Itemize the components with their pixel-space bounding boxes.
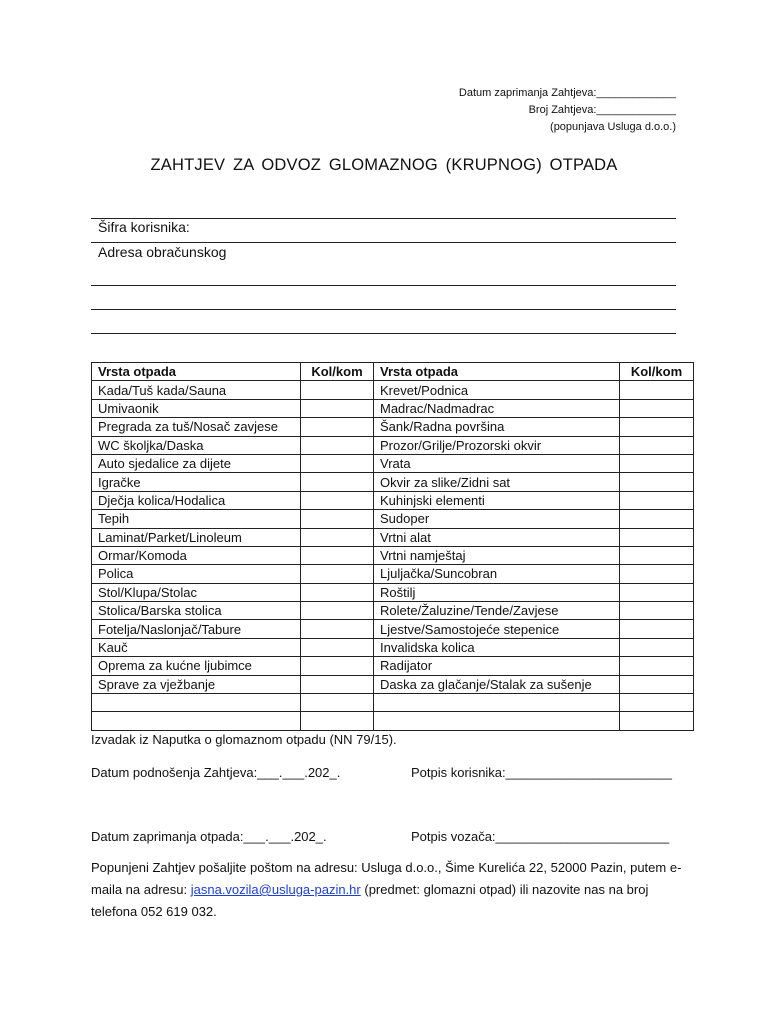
waste-type-right-cell: Krevet/Podnica [374, 381, 620, 399]
table-row [92, 454, 694, 472]
quantity-left-cell[interactable] [301, 638, 374, 656]
request-number-line: Broj Zahtjeva:_____________ [528, 104, 676, 116]
quantity-right-cell[interactable] [620, 491, 694, 509]
quantity-left-cell[interactable] [301, 583, 374, 601]
quantity-left-cell[interactable] [301, 381, 374, 399]
table-row [92, 583, 694, 601]
quantity-right-cell[interactable] [620, 638, 694, 656]
quantity-right-cell[interactable] [620, 528, 694, 546]
rule-address-2 [91, 309, 676, 310]
quantity-right-cell[interactable] [620, 675, 694, 693]
quantity-left-cell[interactable] [301, 712, 374, 730]
table-row [92, 657, 694, 675]
quantity-right-cell[interactable] [620, 583, 694, 601]
table-header-row [92, 363, 694, 381]
waste-type-right-cell: Madrac/Nadmadrac [374, 399, 620, 417]
rule-customer-code [91, 242, 676, 243]
quantity-left-cell[interactable] [301, 657, 374, 675]
waste-type-left-cell: Auto sjedalice za dijete [92, 454, 301, 472]
quantity-right-cell[interactable] [620, 510, 694, 528]
waste-type-left-cell: Ormar/Komoda [92, 546, 301, 564]
quantity-left-cell[interactable] [301, 620, 374, 638]
quantity-left-cell[interactable] [301, 436, 374, 454]
waste-type-left-cell: Dječja kolica/Hodalica [92, 491, 301, 509]
waste-type-left-cell: Laminat/Parket/Linoleum [92, 528, 301, 546]
header-waste-type-left: Vrsta otpada [92, 363, 301, 381]
waste-type-left-cell: Stolica/Barska stolica [92, 602, 301, 620]
table-row [92, 694, 694, 712]
waste-type-right-cell [374, 712, 620, 730]
waste-type-left-cell: Umivaonik [92, 399, 301, 417]
table-row [92, 712, 694, 730]
table-row [92, 675, 694, 693]
waste-type-right-cell: Roštilj [374, 583, 620, 601]
quantity-left-cell[interactable] [301, 491, 374, 509]
quantity-left-cell[interactable] [301, 510, 374, 528]
quantity-right-cell[interactable] [620, 381, 694, 399]
table-row [92, 638, 694, 656]
quantity-right-cell[interactable] [620, 418, 694, 436]
waste-type-left-cell: Kauč [92, 638, 301, 656]
waste-type-right-cell: Rolete/Žaluzine/Tende/Zavjese [374, 602, 620, 620]
rule-address-3 [91, 333, 676, 334]
quantity-left-cell[interactable] [301, 602, 374, 620]
waste-type-right-cell: Ljuljačka/Suncobran [374, 565, 620, 583]
header-quantity-left: Kol/kom [301, 363, 374, 381]
waste-type-left-cell: Tepih [92, 510, 301, 528]
customer-signature-field[interactable]: Potpis korisnika:_______________________ [411, 765, 672, 780]
table-row [92, 491, 694, 509]
email-link[interactable]: jasna.vozila@usluga-pazin.hr [190, 882, 361, 897]
quantity-right-cell[interactable] [620, 546, 694, 564]
quantity-right-cell[interactable] [620, 565, 694, 583]
table-row [92, 528, 694, 546]
waste-type-right-cell [374, 694, 620, 712]
submission-date-field[interactable]: Datum podnošenja Zahtjeva:___.___.202_. [91, 765, 341, 780]
quantity-left-cell[interactable] [301, 399, 374, 417]
waste-type-right-cell: Šank/Radna površina [374, 418, 620, 436]
waste-type-right-cell: Okvir za slike/Zidni sat [374, 473, 620, 491]
table-row [92, 418, 694, 436]
quantity-left-cell[interactable] [301, 565, 374, 583]
waste-type-right-cell: Vrtni alat [374, 528, 620, 546]
instructions-paragraph [91, 857, 691, 923]
regulation-note: Izvadak iz Naputka o glomaznom otpadu (NN 79/15). [91, 732, 397, 747]
table-row [92, 399, 694, 417]
quantity-left-cell[interactable] [301, 546, 374, 564]
driver-signature-field[interactable]: Potpis vozača:________________________ [411, 829, 670, 844]
waste-type-left-cell: Polica [92, 565, 301, 583]
rule-address-1 [91, 285, 676, 286]
table-row [92, 381, 694, 399]
waste-type-left-cell: WC školjka/Daska [92, 436, 301, 454]
quantity-right-cell[interactable] [620, 473, 694, 491]
waste-type-right-cell: Vrtni namještaj [374, 546, 620, 564]
waste-type-right-cell: Radijator [374, 657, 620, 675]
table-row [92, 436, 694, 454]
quantity-left-cell[interactable] [301, 418, 374, 436]
table-row [92, 510, 694, 528]
table-row [92, 473, 694, 491]
waste-type-left-cell [92, 694, 301, 712]
quantity-left-cell[interactable] [301, 675, 374, 693]
waste-type-left-cell: Sprave za vježbanje [92, 675, 301, 693]
waste-type-right-cell: Invalidska kolica [374, 638, 620, 656]
waste-type-right-cell: Ljestve/Samostojeće stepenice [374, 620, 620, 638]
quantity-right-cell[interactable] [620, 602, 694, 620]
waste-type-left-cell [92, 712, 301, 730]
waste-type-right-cell: Vrata [374, 454, 620, 472]
table-row [92, 546, 694, 564]
quantity-right-cell[interactable] [620, 620, 694, 638]
header-waste-type-right: Vrsta otpada [374, 363, 620, 381]
received-date-line: Datum zaprimanja Zahtjeva:_____________ [458, 87, 676, 99]
quantity-left-cell[interactable] [301, 454, 374, 472]
waste-type-left-cell: Oprema za kućne ljubimce [92, 657, 301, 675]
waste-type-right-cell: Daska za glačanje/Stalak za sušenje [374, 675, 620, 693]
quantity-left-cell[interactable] [301, 694, 374, 712]
table-row [92, 565, 694, 583]
quantity-right-cell[interactable] [620, 436, 694, 454]
table-body [92, 381, 694, 730]
waste-type-left-cell: Igračke [92, 473, 301, 491]
filled-by-note: (popunjava Usluga d.o.o.) [550, 121, 676, 133]
instructions-text-2: (predmet: glomazni otpad) ili nazovite nas na broj telefona 052 619 032. [91, 882, 649, 919]
waste-type-left-cell: Stol/Klupa/Stolac [92, 583, 301, 601]
billing-address-label: Adresa obračunskog [98, 244, 227, 260]
document-title: ZAHTJEV ZA ODVOZ GLOMAZNOG (KRUPNOG) OTPADA [150, 156, 618, 174]
header-quantity-right: Kol/kom [620, 363, 694, 381]
quantity-left-cell[interactable] [301, 528, 374, 546]
pickup-date-field[interactable]: Datum zaprimanja otpada:___.___.202_. [91, 829, 327, 844]
waste-type-left-cell: Kada/Tuš kada/Sauna [92, 381, 301, 399]
quantity-right-cell[interactable] [620, 657, 694, 675]
quantity-left-cell[interactable] [301, 473, 374, 491]
table-row [92, 602, 694, 620]
quantity-right-cell[interactable] [620, 454, 694, 472]
quantity-right-cell[interactable] [620, 712, 694, 730]
quantity-right-cell[interactable] [620, 399, 694, 417]
quantity-right-cell[interactable] [620, 694, 694, 712]
table-row [92, 620, 694, 638]
waste-type-right-cell: Kuhinjski elementi [374, 491, 620, 509]
waste-type-left-cell: Pregrada za tuš/Nosač zavjese [92, 418, 301, 436]
waste-type-left-cell: Fotelja/Naslonjač/Tabure [92, 620, 301, 638]
waste-type-right-cell: Prozor/Grilje/Prozorski okvir [374, 436, 620, 454]
customer-code-label: Šifra korisnika: [98, 219, 190, 235]
waste-table [91, 362, 694, 731]
waste-type-right-cell: Sudoper [374, 510, 620, 528]
instructions-text-1: Popunjeni Zahtjev pošaljite poštom na adresu: Usluga d.o.o., Šime Kurelića 22, 52000 Pazin, putem e-maila na adresu: [91, 860, 682, 897]
